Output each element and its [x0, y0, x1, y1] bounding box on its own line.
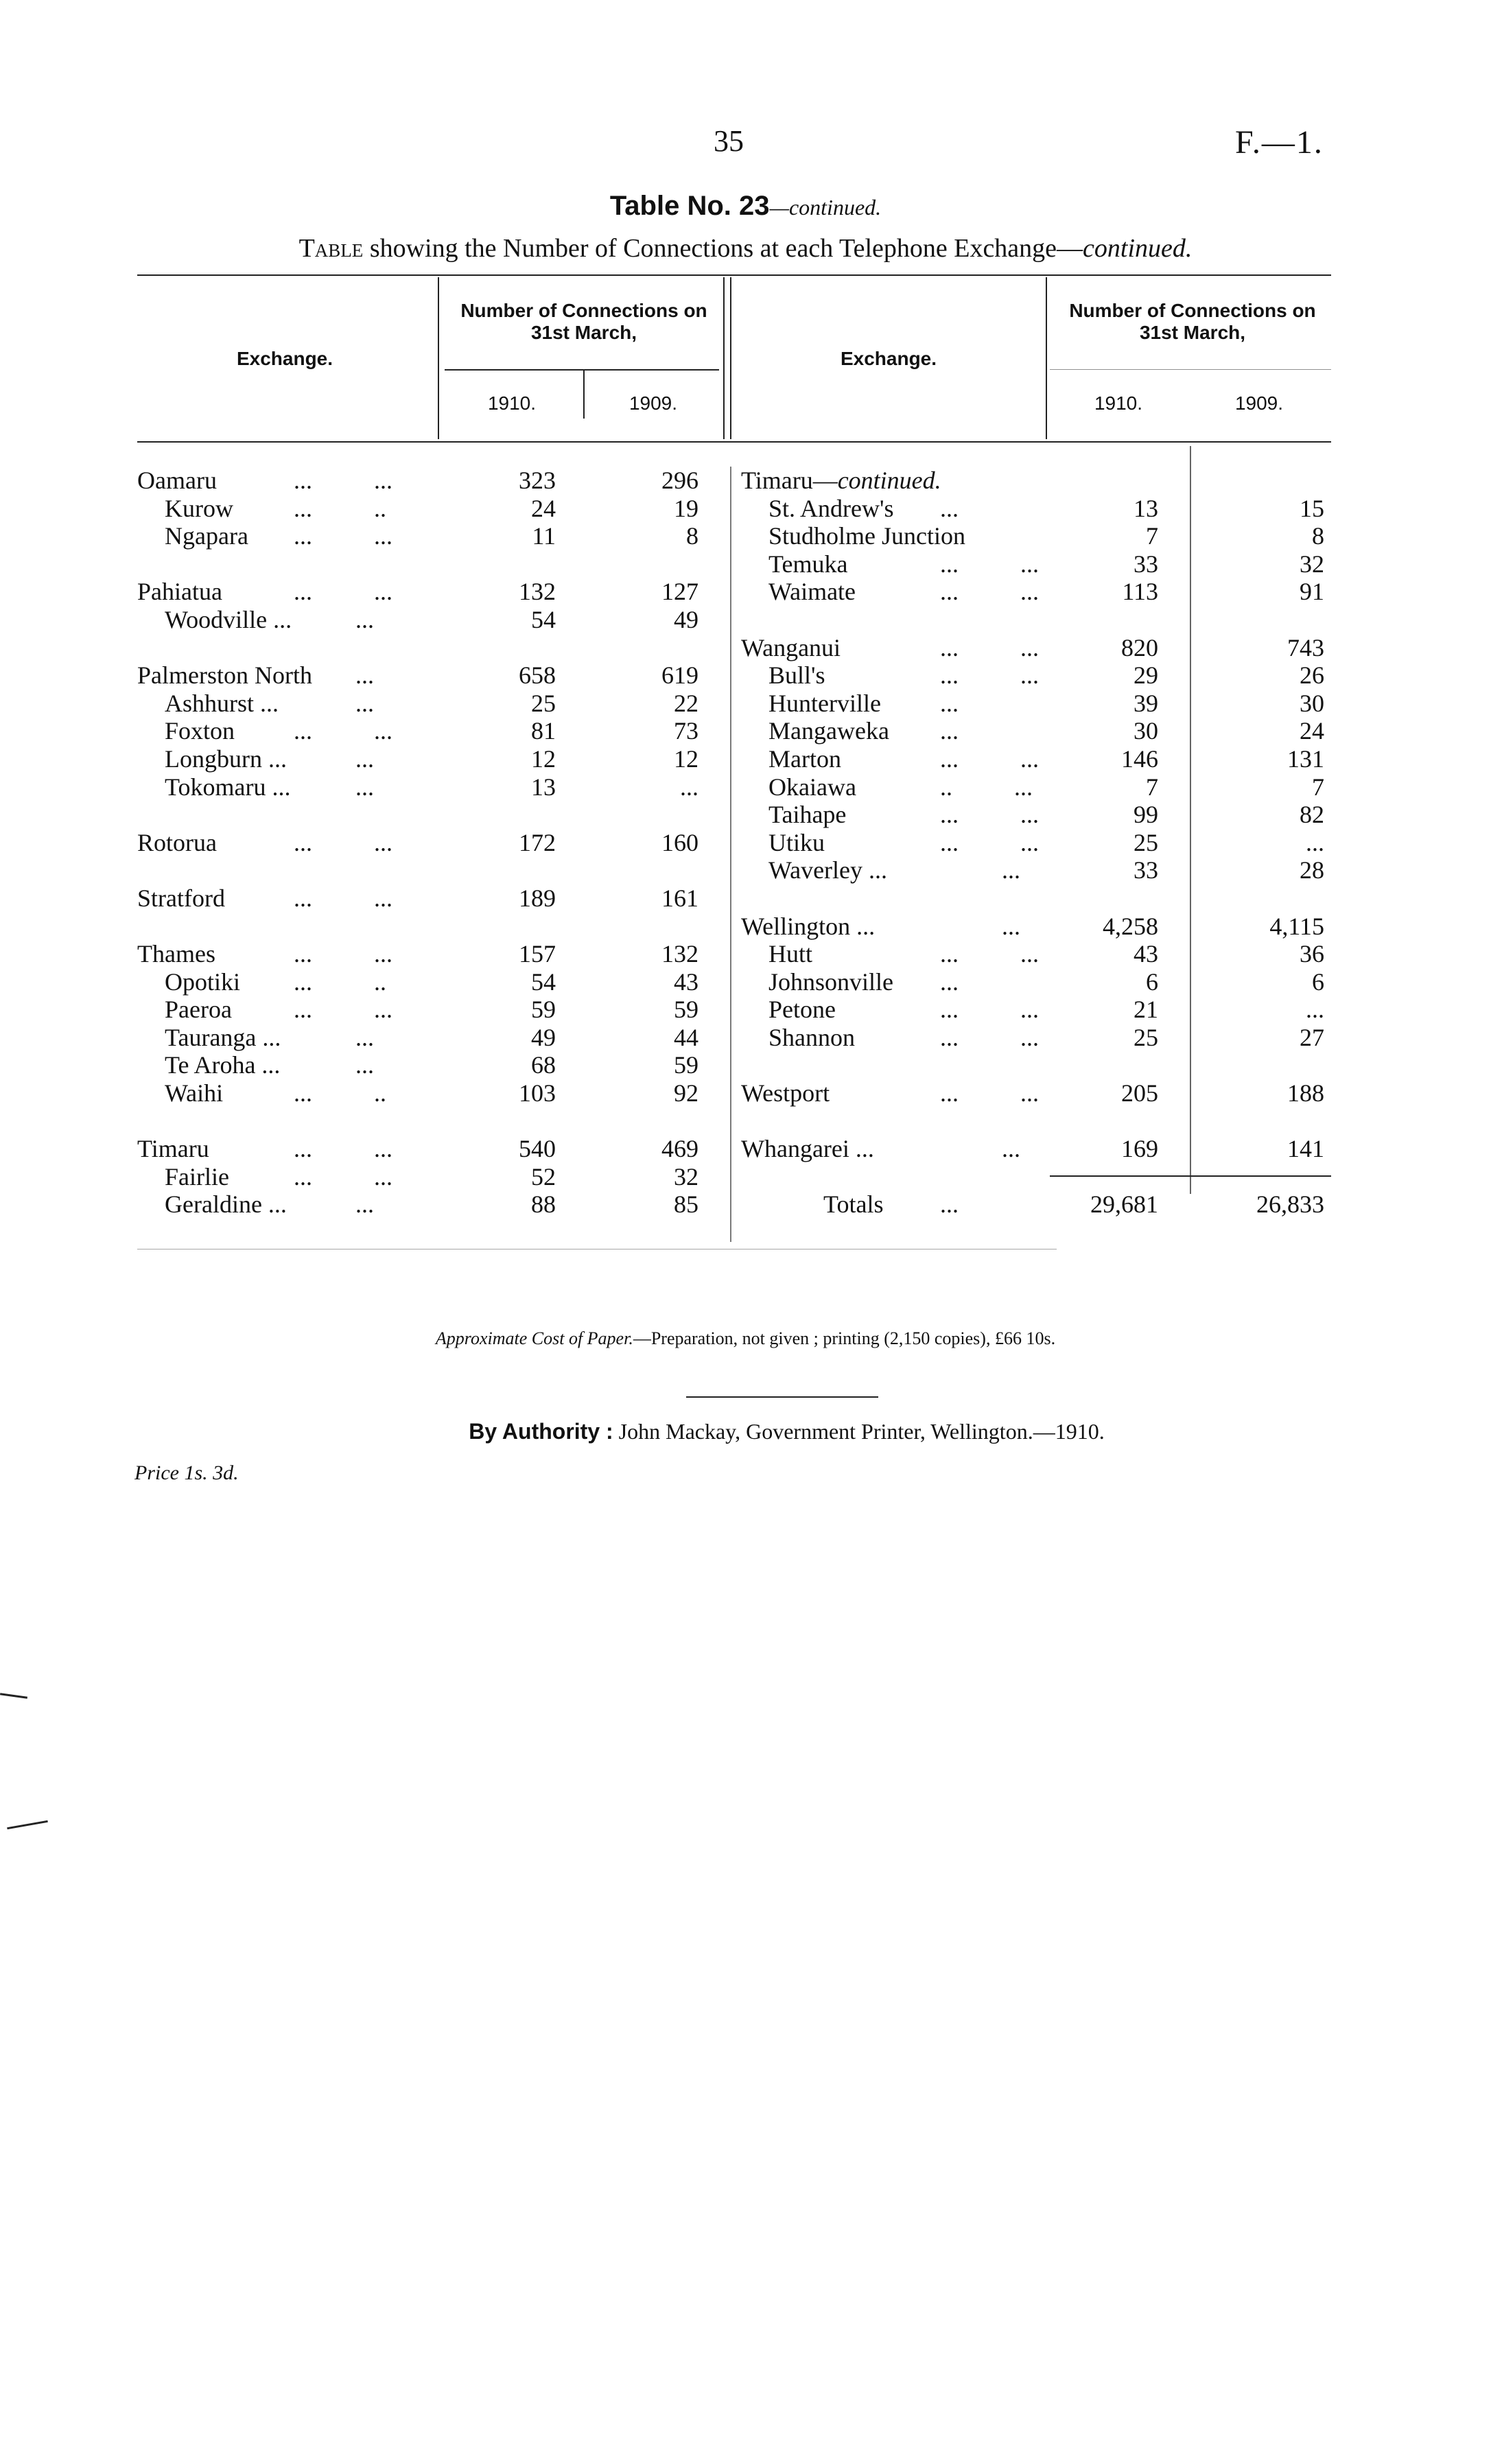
margin-mark — [7, 1820, 48, 1829]
table-row — [741, 634, 1338, 662]
connections-1910: 172 — [519, 828, 556, 856]
connections-1909: 32 — [1300, 550, 1324, 578]
connections-1909: 92 — [674, 1079, 698, 1107]
connections-1910: 7 — [1146, 522, 1158, 550]
leader-dots: ... ... — [294, 940, 392, 968]
leader-dots: ... ... — [940, 578, 1039, 606]
connections-1909: 26,833 — [1256, 1190, 1324, 1219]
connections-1909: 91 — [1300, 578, 1324, 606]
connections-1909: 59 — [674, 1051, 698, 1079]
connections-1910: 13 — [531, 773, 556, 801]
table-row — [741, 717, 1338, 745]
connections-1909: 49 — [674, 605, 698, 633]
exchange-name: Foxton — [165, 717, 235, 745]
connections-1909: ... — [680, 773, 698, 801]
exchange-name: Ashhurst ... — [165, 689, 279, 717]
table-title-main: Table No. 23 — [609, 191, 770, 221]
table-row — [741, 940, 1338, 968]
connections-1910: 88 — [531, 1190, 556, 1219]
footer-authority-text: John Mackay, Government Printer, Wellington.—1910. — [613, 1419, 1105, 1444]
connections-1910: 658 — [519, 661, 556, 690]
year-1910-header-right: 1910. — [1094, 392, 1143, 414]
connections-1909: 619 — [661, 661, 698, 690]
exchange-name: Johnsonville — [768, 967, 894, 996]
table-row — [137, 745, 727, 773]
leader-dots: ... — [940, 912, 1020, 940]
exchange-name: Woodville ... — [165, 605, 292, 633]
exchange-name: Okaiawa — [768, 773, 856, 801]
exchange-name: Petone — [768, 996, 836, 1024]
table-row — [741, 1135, 1338, 1163]
table-row — [137, 884, 727, 913]
leader-dots: ... ... — [940, 996, 1039, 1024]
connections-1910: 24 — [531, 494, 556, 522]
leader-dots: ... — [294, 773, 374, 801]
table-title-suffix: —continued. — [769, 195, 882, 220]
connections-1909: 22 — [674, 689, 698, 717]
connections-1909: 6 — [1312, 967, 1324, 996]
connections-1910: 59 — [531, 996, 556, 1024]
exchange-name: Hutt — [768, 940, 813, 968]
exchange-name: Marton — [768, 744, 841, 773]
table-row — [137, 661, 727, 690]
footer-authority-label: By Authority : — [469, 1419, 613, 1444]
exchange-name: Palmerston North — [137, 661, 312, 690]
exchange-name: Opotiki — [165, 967, 241, 996]
connections-1910: 205 — [1121, 1079, 1158, 1107]
leader-dots: ... ... — [294, 717, 392, 745]
exchange-name: Studholme Junction — [768, 522, 965, 550]
leader-dots: ... ... — [940, 801, 1039, 829]
leader-dots: ... — [294, 689, 374, 717]
exchange-name: Temuka — [768, 550, 848, 578]
leader-dots: ... .. — [294, 494, 386, 522]
exchange-name: Whangarei ... — [741, 1135, 874, 1163]
connections-1909: 43 — [674, 967, 698, 996]
leader-dots: ... — [940, 856, 1020, 884]
connections-1909: 15 — [1300, 494, 1324, 522]
year-1909-header-right: 1909. — [1234, 392, 1284, 414]
table-row — [137, 1024, 727, 1052]
table-title — [0, 191, 1491, 222]
table-subtitle-tail: continued. — [1083, 234, 1193, 263]
connections-1909: 26 — [1300, 661, 1324, 690]
exchange-name: Ngapara — [165, 522, 248, 550]
leader-dots: ... ... — [294, 578, 392, 606]
connections-1910: 540 — [519, 1135, 556, 1163]
leader-dots: ... ... — [294, 1162, 392, 1190]
connections-1910: 323 — [519, 467, 556, 494]
table-row — [741, 522, 1338, 550]
table-row — [741, 467, 1338, 495]
table-row — [741, 1163, 1338, 1191]
footer-cost-note — [0, 1328, 1491, 1349]
header-subrule — [445, 369, 719, 371]
connections-1909: 30 — [1300, 689, 1324, 717]
leader-dots: ... .. — [294, 1079, 386, 1107]
connections-1909: 141 — [1287, 1135, 1324, 1163]
leader-dots: ... — [940, 494, 959, 522]
exchange-name: Mangaweka — [768, 717, 889, 745]
exchange-header-right: Exchange. — [840, 348, 937, 369]
table-row — [741, 996, 1338, 1024]
connections-1910: 6 — [1146, 967, 1158, 996]
exchange-name: Thames — [137, 940, 215, 968]
connections-1909: 28 — [1300, 856, 1324, 884]
connections-header-right: Number of Connections on 31st March, — [1069, 300, 1316, 343]
table-row — [137, 522, 727, 550]
table-row — [137, 996, 727, 1024]
right-table-body — [741, 467, 1338, 1219]
connections-1910: 30 — [1134, 717, 1158, 745]
exchange-name: Waimate — [768, 578, 856, 606]
connections-1909: 19 — [674, 494, 698, 522]
leader-dots: ... — [940, 967, 959, 996]
leader-dots: ... ... — [940, 940, 1039, 968]
year-1910-header-left: 1910. — [487, 392, 537, 414]
table-row — [741, 495, 1338, 523]
header-vline — [438, 277, 439, 439]
exchange-name: Hunterville — [768, 689, 881, 717]
table-row — [741, 1079, 1338, 1107]
leader-dots: ... ... — [940, 828, 1039, 856]
exchange-name: Utiku — [768, 828, 825, 856]
exchange-name: Westport — [741, 1079, 830, 1107]
connections-1910: 43 — [1134, 940, 1158, 968]
leader-dots: ... ... — [940, 1079, 1039, 1107]
connections-1910: 25 — [1134, 1023, 1158, 1051]
table-row — [137, 690, 727, 718]
table-row — [137, 829, 727, 857]
table-row — [137, 801, 727, 829]
exchange-name: Oamaru — [137, 467, 217, 494]
table-row — [137, 606, 727, 634]
leader-dots: ... ... — [294, 522, 392, 550]
leader-dots: .. ... — [940, 773, 1033, 801]
leader-dots: ... ... — [940, 633, 1039, 661]
table-row — [741, 661, 1338, 690]
connections-1909: 161 — [661, 884, 698, 912]
exchange-name: Fairlie — [165, 1162, 229, 1190]
leader-dots: ... — [294, 1023, 374, 1051]
connections-1909: 743 — [1287, 633, 1324, 661]
leader-dots: ... ... — [294, 467, 392, 494]
connections-1909: 59 — [674, 996, 698, 1024]
connections-1909: 132 — [661, 940, 698, 968]
exchange-header-left: Exchange. — [236, 348, 333, 369]
connections-1910: 132 — [519, 578, 556, 606]
leader-dots: ... ... — [294, 996, 392, 1024]
header-vline — [1046, 277, 1047, 439]
connections-1909: 44 — [674, 1023, 698, 1051]
table-row — [741, 884, 1338, 913]
connections-1910: 25 — [531, 689, 556, 717]
connections-1909: 27 — [1300, 1023, 1324, 1051]
table-subtitle-text: showing the Number of Connections at each Telephone Exchange— — [363, 234, 1083, 263]
year-1909-header-left: 1909. — [629, 392, 678, 414]
connections-1910: 99 — [1134, 801, 1158, 829]
connections-1910: 113 — [1122, 578, 1158, 606]
exchange-name: Bull's — [768, 661, 825, 690]
table-row — [741, 829, 1338, 857]
exchange-name: Totals — [823, 1190, 884, 1219]
connections-1909: 36 — [1300, 940, 1324, 968]
connections-1909: 127 — [661, 578, 698, 606]
totals-row — [741, 1190, 1338, 1219]
connections-1910: 29 — [1134, 661, 1158, 690]
leader-dots: ... ... — [940, 744, 1039, 773]
exchange-name: Longburn ... — [165, 744, 287, 773]
table-row — [137, 717, 727, 745]
connections-1910: 81 — [531, 717, 556, 745]
table-row — [741, 606, 1338, 634]
connections-1910: 49 — [531, 1023, 556, 1051]
connections-1909: 8 — [686, 522, 698, 550]
connections-1909: ... — [1306, 996, 1324, 1024]
exchange-name: Taihape — [768, 801, 847, 829]
table-row — [137, 1107, 727, 1136]
connections-1910: 7 — [1146, 773, 1158, 801]
exchange-name: Pahiatua — [137, 578, 222, 606]
leader-dots: ... — [940, 689, 959, 717]
connections-1909: 85 — [674, 1190, 698, 1219]
table-row — [137, 467, 727, 495]
exchange-name: Tauranga ... — [165, 1023, 281, 1051]
table-row — [741, 745, 1338, 773]
exchange-name: Stratford — [137, 884, 225, 912]
connections-1909: 131 — [1287, 744, 1324, 773]
price-note: Price 1s. 3d. — [134, 1462, 239, 1484]
connections-1909: 12 — [674, 744, 698, 773]
exchange-name: Timaru — [137, 1135, 209, 1163]
leader-dots: ... ... — [940, 550, 1039, 578]
table-row — [741, 968, 1338, 996]
connections-1909: 82 — [1300, 801, 1324, 829]
table-row — [741, 1024, 1338, 1052]
table-row — [741, 801, 1338, 829]
footer-rule — [686, 1396, 878, 1398]
leader-dots: ... ... — [294, 1135, 392, 1163]
exchange-name: Paeroa — [165, 996, 232, 1024]
exchange-name: St. Andrew's — [768, 494, 894, 522]
table-row — [137, 578, 727, 606]
footer-cost-label: Approximate Cost of Paper. — [435, 1328, 633, 1348]
connections-1910: 52 — [531, 1162, 556, 1190]
table-row — [741, 690, 1338, 718]
exchange-name: Shannon — [768, 1023, 855, 1051]
body-vline — [730, 467, 731, 1242]
connections-1910: 11 — [532, 522, 556, 550]
connections-1910: 103 — [519, 1079, 556, 1107]
table-row — [741, 550, 1338, 578]
exchange-name: Kurow — [165, 494, 233, 522]
table-row — [137, 913, 727, 941]
connections-1910: 21 — [1134, 996, 1158, 1024]
table-row — [137, 634, 727, 662]
table-row — [137, 1051, 727, 1079]
connections-1910: 13 — [1134, 494, 1158, 522]
table-row — [137, 856, 727, 884]
connections-1910: 25 — [1134, 828, 1158, 856]
exchange-name: Waihi — [165, 1079, 224, 1107]
connections-1910: 29,681 — [1090, 1190, 1158, 1219]
exchange-name: Geraldine ... — [165, 1190, 287, 1219]
header-vline — [730, 277, 731, 439]
exchange-name: Tokomaru ... — [165, 773, 291, 801]
table-subtitle — [0, 233, 1491, 263]
connections-1910: 12 — [531, 744, 556, 773]
connections-1910: 146 — [1121, 744, 1158, 773]
leader-dots: ... — [294, 1190, 374, 1219]
leader-dots: ... — [940, 1135, 1020, 1163]
header-top-rule — [137, 274, 1331, 276]
table-subtitle-lead: Table — [298, 234, 364, 263]
exchange-name: Wellington ... — [741, 912, 876, 940]
table-row — [741, 773, 1338, 801]
table-row — [741, 578, 1338, 606]
connections-1909: 7 — [1312, 773, 1324, 801]
connections-1909: 4,115 — [1269, 912, 1324, 940]
leader-dots: ... — [294, 661, 374, 690]
header-subrule — [1050, 369, 1331, 370]
leader-dots: ... — [294, 605, 374, 633]
leader-dots: ... — [294, 1051, 374, 1079]
connections-1910: 54 — [531, 605, 556, 633]
connections-1910: 189 — [519, 884, 556, 912]
table-row — [137, 1079, 727, 1107]
connections-1910: 820 — [1121, 633, 1158, 661]
leader-dots: ... .. — [294, 967, 386, 996]
footer-authority — [0, 1419, 1491, 1444]
connections-1909: ... — [1306, 828, 1324, 856]
table-row — [137, 968, 727, 996]
page-number: 35 — [714, 124, 744, 158]
connections-1909: 469 — [661, 1135, 698, 1163]
connections-1910: 157 — [519, 940, 556, 968]
table-row — [741, 1051, 1338, 1079]
connections-1910: 39 — [1134, 689, 1158, 717]
header-bottom-rule — [137, 441, 1331, 443]
connections-1909: 73 — [674, 717, 698, 745]
table-row — [137, 495, 727, 523]
connections-1909: 8 — [1312, 522, 1324, 550]
table-row — [741, 1107, 1338, 1136]
table-row — [137, 773, 727, 801]
left-table-body — [137, 467, 727, 1219]
exchange-name: Waverley ... — [768, 856, 888, 884]
connections-1910: 33 — [1134, 550, 1158, 578]
connections-1909: 296 — [661, 467, 698, 494]
leader-dots: ... — [940, 717, 959, 745]
footer-cost-text: —Preparation, not given ; printing (2,150 copies), £66 10s. — [633, 1328, 1056, 1348]
exchange-name: Te Aroha ... — [165, 1051, 281, 1079]
table-row — [137, 1163, 727, 1191]
table-row — [741, 913, 1338, 941]
exchange-name: Timaru—continued. — [741, 467, 941, 494]
connections-1909: 24 — [1300, 717, 1324, 745]
table-row — [741, 856, 1338, 884]
connections-1909: 160 — [661, 828, 698, 856]
leader-dots: ... ... — [294, 884, 392, 912]
table-row — [137, 550, 727, 578]
connections-1909: 32 — [674, 1162, 698, 1190]
margin-mark — [0, 1693, 27, 1699]
leader-dots: ... — [294, 744, 374, 773]
leader-dots: ... — [940, 1190, 959, 1219]
leader-dots: ... ... — [940, 1023, 1039, 1051]
table-row — [137, 1135, 727, 1163]
connections-1910: 4,258 — [1103, 912, 1158, 940]
connections-1910: 33 — [1134, 856, 1158, 884]
connections-1910: 169 — [1121, 1135, 1158, 1163]
connections-1910: 68 — [531, 1051, 556, 1079]
leader-dots: ... ... — [940, 661, 1039, 690]
document-reference: F.—1. — [1235, 124, 1324, 161]
leader-dots: ... ... — [294, 828, 392, 856]
exchange-name: Rotorua — [137, 828, 217, 856]
exchange-name: Wanganui — [741, 633, 841, 661]
table-row — [137, 940, 727, 968]
connections-1909: 188 — [1287, 1079, 1324, 1107]
connections-1910: 54 — [531, 967, 556, 996]
table-row — [137, 1190, 727, 1219]
connections-header-left: Number of Connections on 31st March, — [460, 300, 707, 343]
